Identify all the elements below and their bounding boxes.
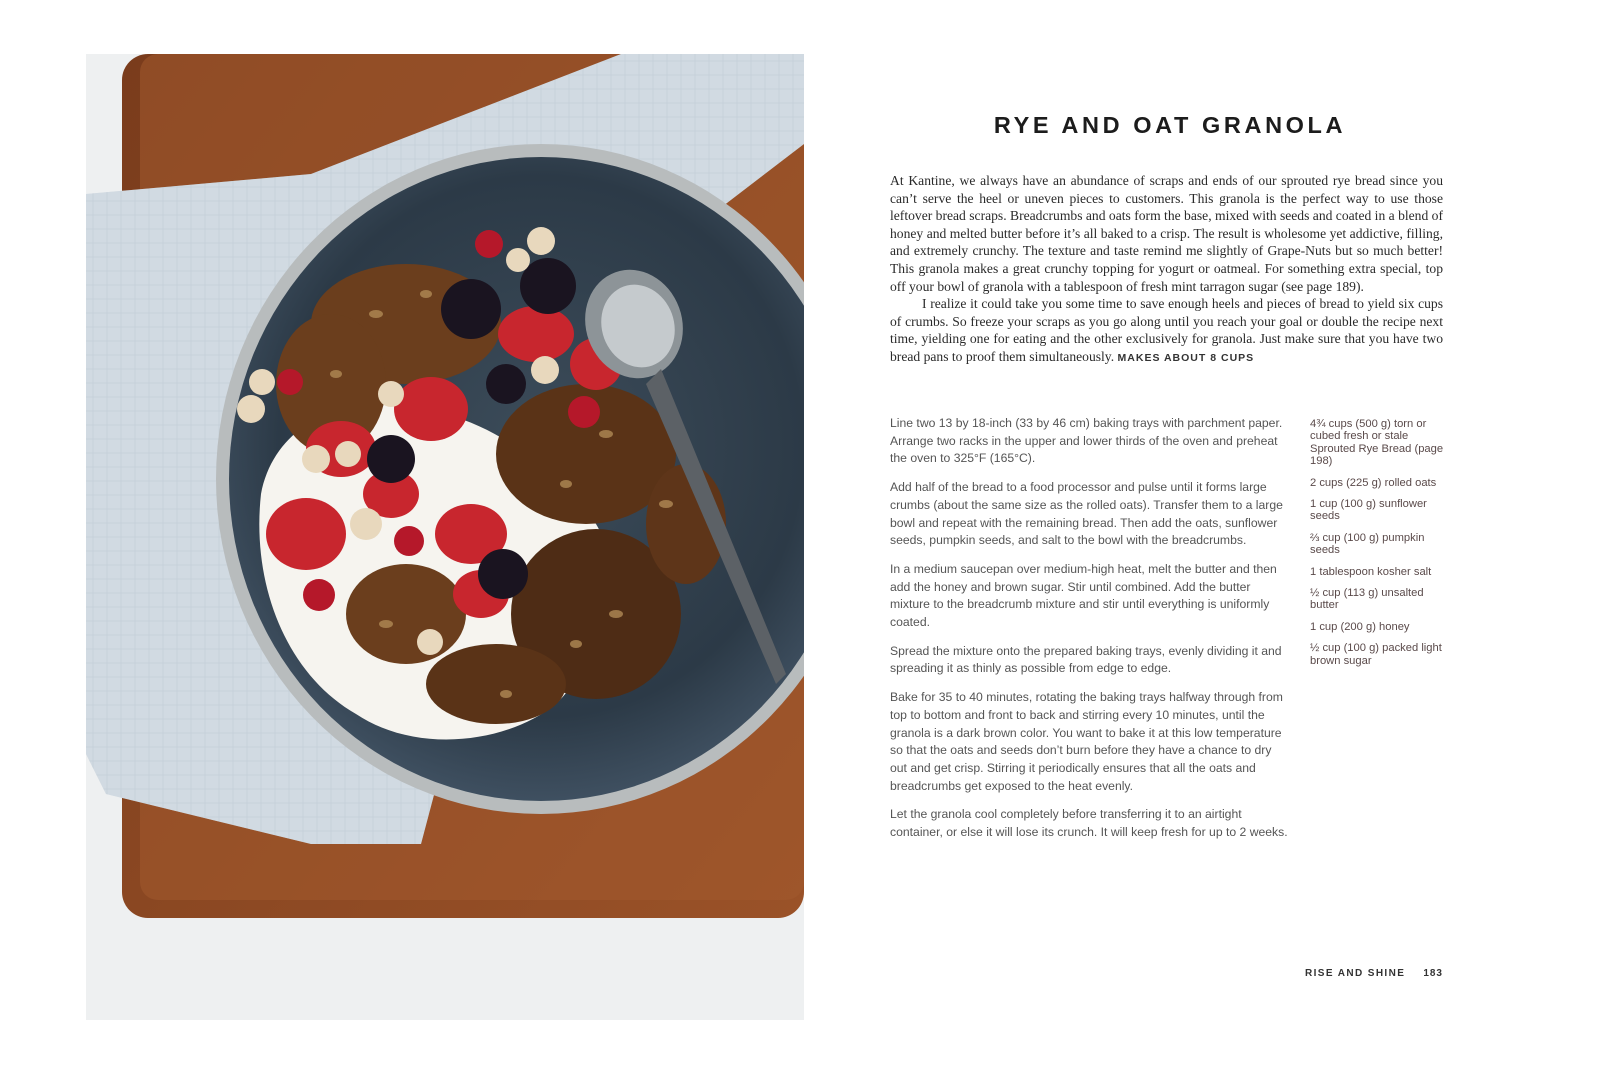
page-number: 183 [1423,968,1443,979]
ingredient-item: 4¾ cups (500 g) torn or cubed fresh or stale Sprouted Rye Bread (page 198) [1310,418,1444,468]
intro-paragraph-text: I realize it could take you some time to save enough heels and pieces of bread to yield six cups of crumbs. So freeze your scraps as you go along until you reach your goal or double the recipe next time, yielding one for eating and the other exclusively for granola. Just make sure that you have two bread pans to proof them simultaneously. [890,296,1443,364]
ingredient-item: 1 cup (100 g) sunflower seeds [1310,498,1427,523]
method-step: Let the granola cool completely before transferring it to an airtight container, or else it will lose its crunch. It will keep fresh for up to 2 weeks. [890,807,1288,840]
recipe-title: RYE AND OAT GRANOLA [993,112,1347,138]
recipe-yield: MAKES ABOUT 8 CUPS [1117,351,1255,364]
section-name: RISE AND SHINE [1304,968,1406,979]
ingredient-item: ⅔ cup (100 g) pumpkin seeds [1310,531,1425,557]
method-step: Add half of the bread to a food processor and pulse until it forms large crumbs (about the same size as the rolled oats). Transfer them to a large bowl and repeat with the remaining bread. Then add the oats, sunflower seeds, pumpkin seeds, and salt to the bowl with the breadcrumbs. [890,480,1283,548]
ingredient-item: 2 cups (225 g) rolled oats [1310,476,1437,489]
intro-paragraph [890,295,1443,367]
method-step: Spread the mixture onto the prepared baking trays, evenly dividing it and spreading it as thinly as possible from edge to edge. [890,643,1282,676]
ingredient-item: ½ cup (113 g) unsalted butter [1310,587,1424,612]
page-footer [890,968,1443,979]
photo-illustration [86,54,804,1020]
method-step: Line two 13 by 18-inch (33 by 46 cm) baking trays with parchment paper. Arrange two racks in the upper and lower thirds of the oven and preheat the oven to 325°F (165°C). [890,416,1283,466]
intro-paragraph: At Kantine, we always have an abundance of scraps and ends of our sprouted rye bread since you can’t serve the heel or uneven pieces to customers. This granola is the perfect way to use those leftover bread scraps. Breadcrumbs and oats form the base, mixed with seeds and coated in a blend of honey and melted butter before it’s all baked to a crisp. The result is wholesome yet addictive, filling, and extremely crunchy. The texture and taste remind me slightly of Grape-Nuts but so much better! This granola makes a great crunchy topping for yogurt or oatmeal. For something extra special, top off your bowl of granola with a tablespoon of fresh mint tarragon sugar (see page 189). [890,173,1444,294]
method-step: In a medium saucepan over medium-high heat, melt the butter and then add the honey and brown sugar. Stir until combined. Add the butter mixture to the breadcrumb mixture and stir until everything is uniformly coated. [890,561,1277,630]
ingredient-item: ½ cup (100 g) packed light brown sugar [1310,642,1442,667]
recipe-intro [890,172,1443,368]
ingredient-item: 1 tablespoon kosher salt [1310,565,1432,578]
method-step: Bake for 35 to 40 minutes, rotating the baking trays halfway through from top to bottom and front to back and stirring every 10 minutes, until the granola is a dark brown color. You want to bake it at this low temperature so that the oats and seeds don’t burn before they have a chance to dry out and get crisp. Stirring it periodically ensures that all the oats and breadcrumbs get exposed to the heat evenly. [890,690,1283,793]
recipe-page [890,0,1450,1067]
ingredient-list [1310,418,1445,676]
ingredient-item: 1 cup (200 g) honey [1310,620,1410,633]
granola-bowl-photo [86,54,804,1020]
method-steps [890,415,1290,853]
